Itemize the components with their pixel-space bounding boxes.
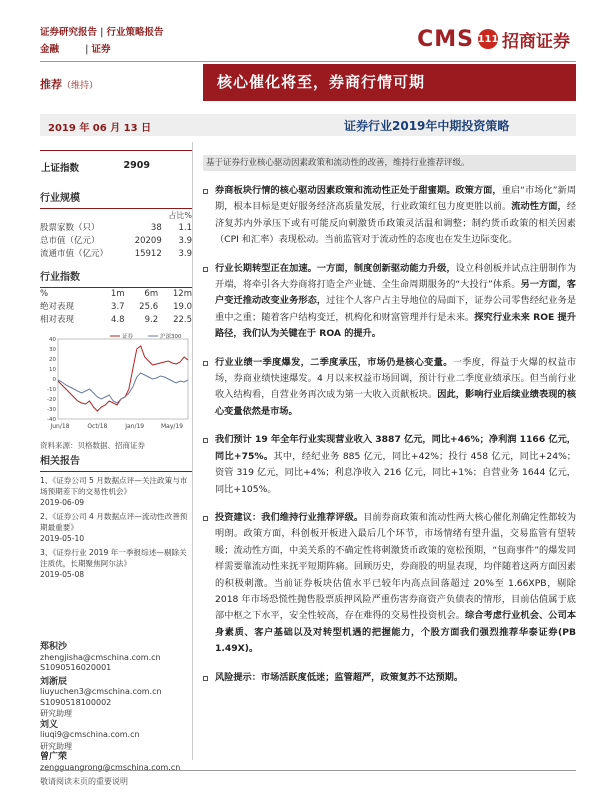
index-chart-svg — [40, 329, 192, 437]
paragraph: 我们预计 19 年全年行业实现营业收入 3887 亿元，同比+46%；净利润 1166 亿元，同比+75%。其中，经纪业务 885 亿元，同比+42%；投行 458 亿元，同比+24%；资管 319 亿元，同比+4%；利息净收入 216 亿元，同比+1%；自营业务 1644 亿元，同比+105%。 — [203, 432, 576, 498]
report-title: 证券行业2019年中期投资策略 — [344, 119, 510, 133]
x-tick-label: Jun/18 — [50, 423, 70, 430]
bullet-square-icon — [203, 438, 208, 443]
y-tick-label: 20 — [49, 357, 56, 363]
analyst: 郑积沙 zhengjisha@cmschina.com.cn S1090516020001 — [40, 642, 192, 674]
series-line-1 — [58, 373, 188, 403]
table-row: 流通市值（亿元） 15912 3.9 — [40, 249, 192, 259]
x-tick-label: Jan/19 — [125, 423, 145, 430]
header-tags: 证券研究报告 | 行业策略报告 金融 | 证券 — [40, 27, 164, 55]
y-tick-label: -20 — [47, 397, 56, 403]
table-row: 绝对表现 3.7 25.6 19.0 — [40, 302, 192, 312]
bullet-square-icon — [203, 676, 208, 681]
index-chart — [40, 329, 192, 437]
analyst: 研究助理 刘义 liuqi9@cmschina.com.cn — [40, 709, 192, 741]
legend-label-1: 沪深300 — [160, 334, 182, 340]
y-tick-label: 0 — [52, 377, 56, 383]
paragraph: 风险提示：市场活跃度低迷；监管超严，政策复苏不达预期。 — [203, 670, 576, 686]
list-item[interactable]: 3、《证券行业 2019 年一季报综述—剔除关注质优，长期聚焦阿尔法》 2019-05-08 — [40, 548, 187, 579]
index-row: 上证指数 2909 — [41, 160, 150, 174]
x-tick-label: Oct/18 — [87, 423, 108, 430]
table-row: 股票家数（只） 38 1.1 — [40, 223, 192, 233]
related-title: 相关报告 — [40, 456, 80, 467]
scale-title: 行业规模 — [40, 193, 80, 204]
summary: 基于证券行业核心驱动因素政策和流动性的改善，维持行业推荐评级。 — [203, 155, 576, 171]
report-subtype: 行业策略报告 — [106, 27, 164, 38]
perf-table: % 1m 6m 12m 绝对表现 3.7 25.6 19.0 相对表现 4.8 9.2 22.5 — [40, 289, 192, 325]
report-type: 证券研究报告 — [40, 27, 98, 38]
scale-table: 占比% 股票家数（只） 38 1.1 总市值（亿元） 20209 3.9 流通市值（亿元） 15912 3.9 — [40, 211, 192, 259]
perf-title: 行业指数 — [40, 272, 80, 283]
list-item[interactable]: 1、《证券公司 5 月数据点评—关注政策与市场预期差下的交易性机会》 2019-06-09 — [40, 476, 188, 507]
sidebar — [40, 142, 192, 773]
footer-rule — [40, 770, 576, 771]
rating: 推荐（维持） — [40, 78, 99, 91]
analyst-email[interactable]: zengguangrong@cmschina.com.cn — [40, 762, 181, 772]
banner-title: 核心催化将至，券商行情可期 — [203, 64, 576, 101]
analyst-list — [40, 642, 192, 773]
list-item[interactable]: 2、《证券公司 4 月数据点评—流动性改善预期最重要》 2019-05-10 — [40, 512, 188, 543]
related-list — [40, 475, 192, 580]
paragraph: 券商板块行情的核心驱动因素政策和流动性正处于甜蜜期。政策方面，重启“市场化”新周期，根本目标是更好服务经济高质量发展，行业政策红包力度更胜以前。流动性方面，经济复苏内外承压下或有可能反向刺激货币政策灵活温和调整；制约货币政策的相关因素（CPI 和汇率）表现松动。当前监管对于流动性的态度也在发生边际变化。 — [203, 183, 576, 249]
y-tick-label: 10 — [49, 367, 56, 373]
sector: 金融 — [40, 44, 60, 55]
x-tick-label: May/19 — [160, 423, 184, 430]
industry: 证券 — [91, 44, 111, 55]
table-row: 总市值（亿元） 20209 3.9 — [40, 236, 192, 246]
y-tick-label: -40 — [47, 417, 56, 423]
table-row: 相对表现 4.8 9.2 22.5 — [40, 315, 192, 325]
analyst-email[interactable]: liuyuchen3@cmschina.com.cn — [40, 687, 162, 696]
date-bar — [40, 114, 576, 136]
y-tick-label: 30 — [49, 347, 56, 353]
analyst-email[interactable]: liuqi9@cmschina.com.cn — [40, 730, 140, 739]
paragraph: 行业长期转型正在加速。一方面，制度创新驱动能力升级，设立科创板并试点注册制作为开端，将牵引各大券商将打造全产业链、全生命周期服务的“大投行”体系。另一方面，客户变迁推动改变业务形态，过往个人客户占主导地位的局面下，证券公司零售经纪业务是重中之重；随着客户结构变迁，机构化和财富管理并行是未来。探究行业未来 ROE 提升路径，我们认为关键在于 ROA 的提升。 — [203, 261, 576, 343]
paragraph: 行业业绩一季度爆发，二季度承压，市场仍是核心变量。一季度，得益于火爆的权益市场，券商业绩快速爆发。4 月以来权益市场回调，预计行业二季度业绩承压。但当前行业收入结构看，自营业务再次成为第一大收入贡献板块。因此，影响行业后续业绩表现的核心变量依然是市场。 — [203, 355, 576, 421]
bullet-square-icon — [203, 267, 208, 272]
bullet-square-icon — [203, 361, 208, 366]
footer-note: 敬请阅读末页的重要说明 — [40, 777, 128, 786]
y-tick-label: 40 — [49, 337, 56, 343]
legend-label-0: 证券 — [122, 334, 134, 340]
chart-source: 资料来源：贝格数据、招商证券 — [40, 441, 145, 450]
header-rule — [40, 61, 576, 62]
report-date: 2019 年 06 月 13 日 — [48, 123, 152, 134]
y-tick-label: -30 — [47, 407, 56, 413]
analyst: 研究助理 曾广荣 zengguangrong@cmschina.com.cn — [40, 742, 192, 774]
cms-logo: CMS 111 招商证券 — [417, 26, 570, 52]
logo-badge-icon: 111 — [478, 29, 498, 49]
bullet-square-icon — [203, 189, 208, 194]
main-content — [203, 155, 576, 686]
series-line-0 — [58, 346, 188, 411]
analyst-email[interactable]: zhengjisha@cmschina.com.cn — [40, 652, 161, 662]
column-divider — [192, 142, 193, 760]
paragraph: 投资建议：我们维持行业推荐评级。目前券商政策和流动性两大核心催化剂确定性都较为明朗。政策方面，科创板开板进入最后几个环节，市场情绪有望升温，交易监管有望转暖；流动性方面，中美关系的不确定性将刺激货币政策的宽松预期，“包商事件”的爆发同样需要靠流动性来抚平短期阵痛。回顾历史，券商股的明显表现，均伴随着这两方面因素的积极刺激。当前证券板块估值水平已较年内高点回落超过 20%至 1.66XPB，剔除 2018 年市场恐慌性抛售股票质押风险严重伤害券商资产负债表的情形，目前估值属于底部中枢之下水平，安全性较高，存在难得的交易性投资机会。综合考虑行业机会、公司本身素质、客户基础以及对转型机遇的把握能力，个股方面我们强烈推荐华泰证券(PB 1.49X)。 — [203, 510, 576, 658]
y-tick-label: -10 — [47, 387, 56, 393]
bullet-square-icon — [203, 516, 208, 521]
analyst: 刘淅辰 liuyuchen3@cmschina.com.cn S1090518100002 — [40, 677, 192, 709]
